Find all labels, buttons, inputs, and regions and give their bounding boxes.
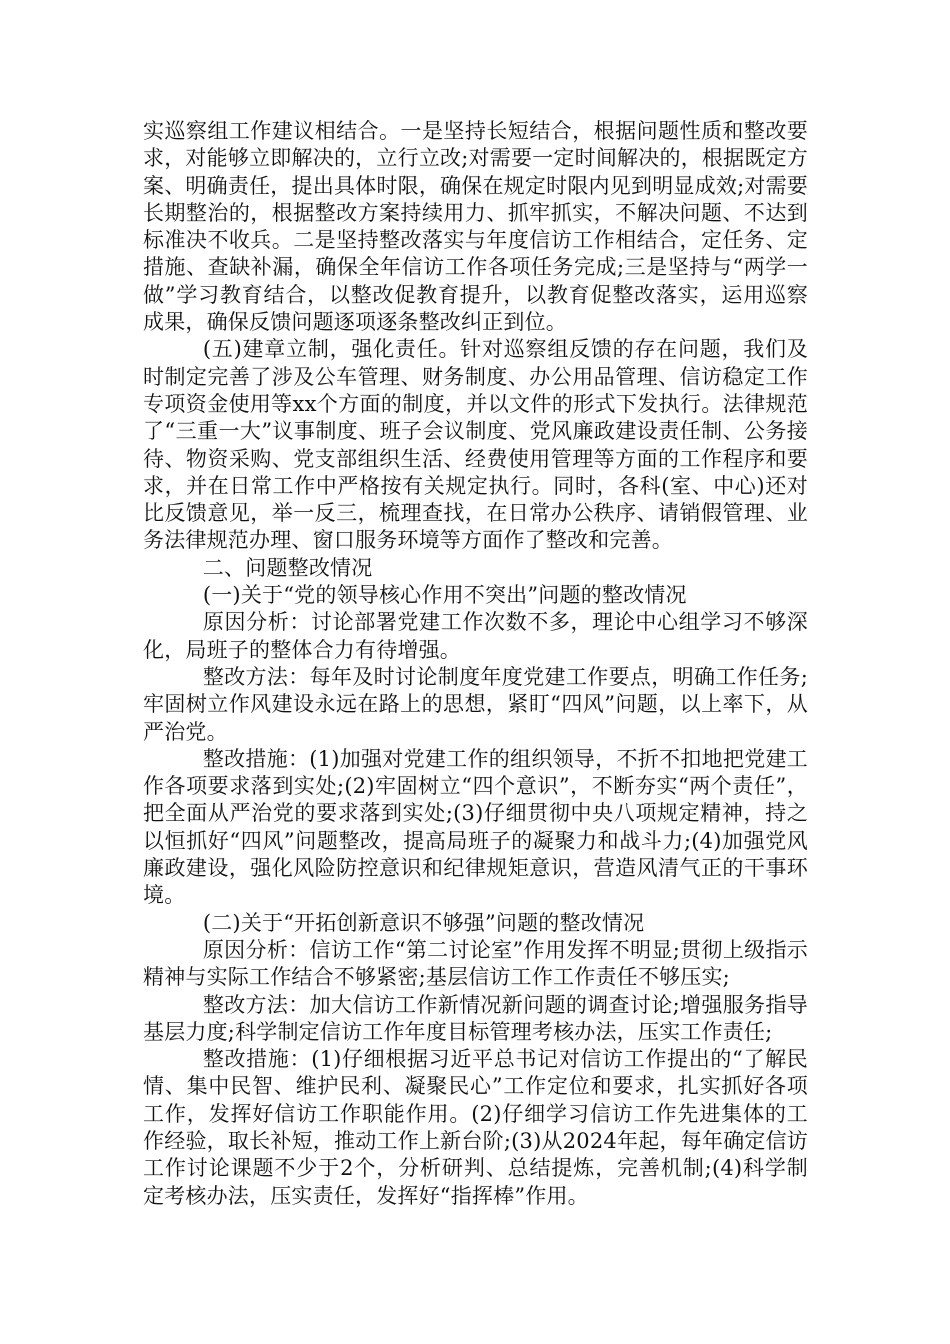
paragraph-cause-analysis-1: 原因分析：讨论部署党建工作次数不多，理论中心组学习不够深化，局班子的整体合力有待增强。 bbox=[143, 610, 808, 662]
section-heading-rectification: 二、问题整改情况 bbox=[202, 555, 373, 580]
paragraph-rules-and-responsibility: (五)建章立制，强化责任。针对巡察组反馈的存在问题，我们及时制定完善了涉及公车管理、财务制度、办公用品管理、信访稳定工作专项资金使用等xx个方面的制度，并以文件的形式下发执行。法律规范了“三重一大”议事制度、班子会议制度、党风廉政建设责任制、公务接待、物资采购、党支部组织生活、经费使用管理等方面的工作程序和要求，并在日常工作中严格按有关规定执行。同时，各科(室、中心)还对比反馈意见，举一反三，梳理查找，在日常办公秩序、请销假管理、业务法律规范办理、窗口服务环境等方面作了整改和完善。 bbox=[143, 337, 808, 553]
subheading-innovation: (二)关于“开拓创新意识不够强”问题的整改情况 bbox=[202, 910, 645, 935]
paragraph-measures-1: 整改措施：(1)加强对党建工作的组织领导，不折不扣地把党建工作各项要求落到实处;(2)牢固树立“四个意识”，不断夯实“两个责任”，把全面从严治党的要求落到实处;(3)仔细贯彻中央八项规定精神，持之以恒抓好“四风”问题整改，提高局班子的凝聚力和战斗力;(4)加强党风廉政建设，强化风险防控意识和纪律规矩意识，营造风清气正的干事环境。 bbox=[143, 746, 808, 908]
paragraph-measures-2: 整改措施：(1)仔细根据习近平总书记对信访工作提出的“了解民情、集中民智、维护民利、凝聚民心”工作定位和要求，扎实抓好各项工作，发挥好信访工作职能作用。(2)仔细学习信访工作先进集体的工作经验，取长补短，推动工作上新台阶;(3)从2024年起，每年确定信访工作讨论课题不少于2个，分析研判、总结提炼，完善机制;(4)科学制定考核办法，压实责任，发挥好“指挥棒”作用。 bbox=[143, 1047, 808, 1208]
paragraph-method-1: 整改方法：每年及时讨论制度年度党建工作要点，明确工作任务;牢固树立作风建设永远在路上的思想，紧盯“四风”问题，以上率下，从严治党。 bbox=[143, 664, 808, 744]
paragraph-cause-analysis-2: 原因分析：信访工作“第二讨论室”作用发挥不明显;贯彻上级指示精神与实际工作结合不够紧密;基层信访工作工作责任不够压实; bbox=[143, 937, 808, 990]
subheading-party-leadership: (一)关于“党的领导核心作用不突出”问题的整改情况 bbox=[202, 583, 687, 608]
document-page bbox=[143, 118, 808, 1210]
paragraph-method-2: 整改方法：加大信访工作新情况新问题的调查讨论;增强服务指导基层力度;科学制定信访工作年度目标管理考核办法，压实工作责任; bbox=[143, 992, 808, 1044]
paragraph-inspection-integration: 实巡察组工作建议相结合。一是坚持长短结合，根据问题性质和整改要求，对能够立即解决的，立行立改;对需要一定时间解决的，根据既定方案、明确责任，提出具体时限，确保在规定时限内见到明显成效;对需要长期整治的，根据整改方案持续用力、抓牢抓实，不解决问题、不达到标准决不收兵。二是坚持整改落实与年度信访工作相结合，定任务、定措施、查缺补漏，确保全年信访工作各项任务完成;三是坚持与“两学一做”学习教育结合，以整改促教育提升，以教育促整改落实，运用巡察成果，确保反馈问题逐项逐条整改纠正到位。 bbox=[143, 119, 808, 335]
